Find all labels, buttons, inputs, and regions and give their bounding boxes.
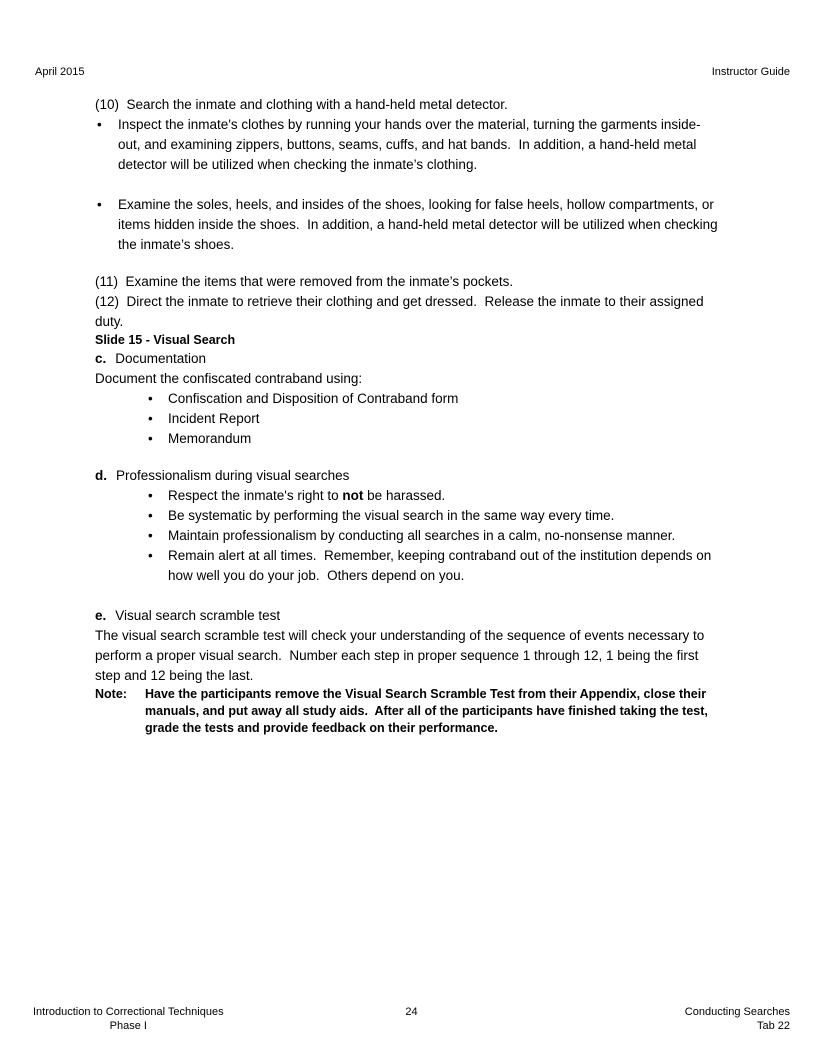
section-d-title: Professionalism during visual searches	[116, 468, 350, 483]
footer-course-title: Introduction to Correctional Techniques	[33, 1006, 224, 1018]
header-doc-title: Instructor Guide	[711, 66, 790, 78]
list-item-text	[168, 486, 723, 506]
list-item	[148, 546, 723, 586]
slide-reference-heading: Slide 15 - Visual Search	[95, 333, 236, 347]
footer-course-inner	[33, 1005, 224, 1033]
section-d-letter: d.	[95, 468, 107, 483]
footer-course-phase: Phase I	[109, 1020, 147, 1032]
section-c-title: Documentation	[115, 351, 207, 366]
list-item	[95, 115, 723, 175]
list-item-text: Be systematic by performing the visual search in the same way every time.	[168, 508, 615, 523]
list-item	[148, 526, 723, 546]
list-item	[148, 486, 723, 506]
header-date: April 2015	[35, 66, 85, 78]
section-c-letter: c.	[95, 351, 107, 366]
bullet-icon: •	[97, 197, 102, 212]
footer-section-block	[538, 1005, 790, 1033]
bullet-icon: •	[148, 508, 153, 523]
search-procedure-list	[95, 115, 723, 255]
section-e-heading	[95, 606, 723, 626]
note-label: Note:	[95, 687, 127, 701]
documentation-list	[95, 389, 723, 449]
list-item-text: Remain alert at all times. Remember, keeping contraband out of the institution depends on how well you do your job. Others depend on you.	[168, 548, 716, 583]
page-header	[35, 66, 790, 79]
footer-page-number: 24	[405, 1006, 418, 1018]
list-item	[148, 389, 723, 409]
list-item-text: Memorandum	[168, 431, 252, 446]
list-item-text: Confiscation and Disposition of Contraband form	[168, 391, 459, 406]
footer-section-tab: Tab 22	[756, 1020, 790, 1032]
list-item	[148, 409, 723, 429]
bullet-icon: •	[97, 117, 102, 132]
list-item-text: Maintain professionalism by conducting all searches in a calm, no-nonsense manner.	[168, 528, 676, 543]
text-segment: Respect the inmate's right to	[168, 488, 343, 503]
bullet-icon: •	[148, 411, 153, 426]
numbered-item-11: (11) Examine the items that were removed from the inmate’s pockets.	[95, 274, 514, 289]
text-segment-bold: not	[342, 488, 364, 503]
numbered-item-10: (10) Search the inmate and clothing with a hand-held metal detector.	[95, 97, 508, 112]
bullet-icon: •	[148, 488, 153, 503]
bullet-icon: •	[148, 391, 153, 406]
text-segment: be harassed.	[363, 488, 446, 503]
list-item	[148, 506, 723, 526]
note-text: Have the participants remove the Visual Search Scramble Test from their Appendix, close their manuals, and put away all study aids. After all of the participants have finished taking the test, grade the tests and provide feedback on their performance.	[145, 687, 712, 735]
scramble-test-paragraph: The visual search scramble test will check your understanding of the sequence of events necessary to perform a proper visual search. Number each step in proper sequence 1 through 12, 1 being the first step and 12 being the last.	[95, 628, 709, 683]
list-item-text: Examine the soles, heels, and insides of the shoes, looking for false heels, hollow compartments, or items hidden inside the shoes. In addition, a hand-held metal detector will be utilized when checking the inmate’s shoes.	[118, 197, 722, 252]
documentation-intro: Document the confiscated contraband using:	[95, 371, 363, 386]
document-body	[95, 95, 723, 737]
section-d-heading	[95, 466, 723, 486]
footer-course-block	[33, 1005, 285, 1033]
bullet-icon: •	[148, 431, 153, 446]
page-footer	[33, 1005, 790, 1033]
numbered-item-12: (12) Direct the inmate to retrieve their clothing and get dressed. Release the inmate to their assigned duty.	[95, 294, 708, 329]
section-e-title: Visual search scramble test	[115, 608, 281, 623]
professionalism-list	[95, 486, 723, 586]
bullet-icon: •	[148, 548, 153, 563]
section-e-letter: e.	[95, 608, 107, 623]
list-item-text: Inspect the inmate's clothes by running your hands over the material, turning the garments inside-out, and examining zippers, buttons, seams, cuffs, and hat bands. In addition, a hand-held metal detector will be utilized when checking the inmate’s clothing.	[118, 117, 701, 172]
list-item	[148, 429, 723, 449]
bullet-icon: •	[148, 528, 153, 543]
footer-section-title: Conducting Searches	[684, 1006, 790, 1018]
list-item	[95, 195, 723, 255]
instructor-note	[95, 686, 723, 737]
list-item-text: Incident Report	[168, 411, 260, 426]
section-c-heading	[95, 349, 723, 369]
